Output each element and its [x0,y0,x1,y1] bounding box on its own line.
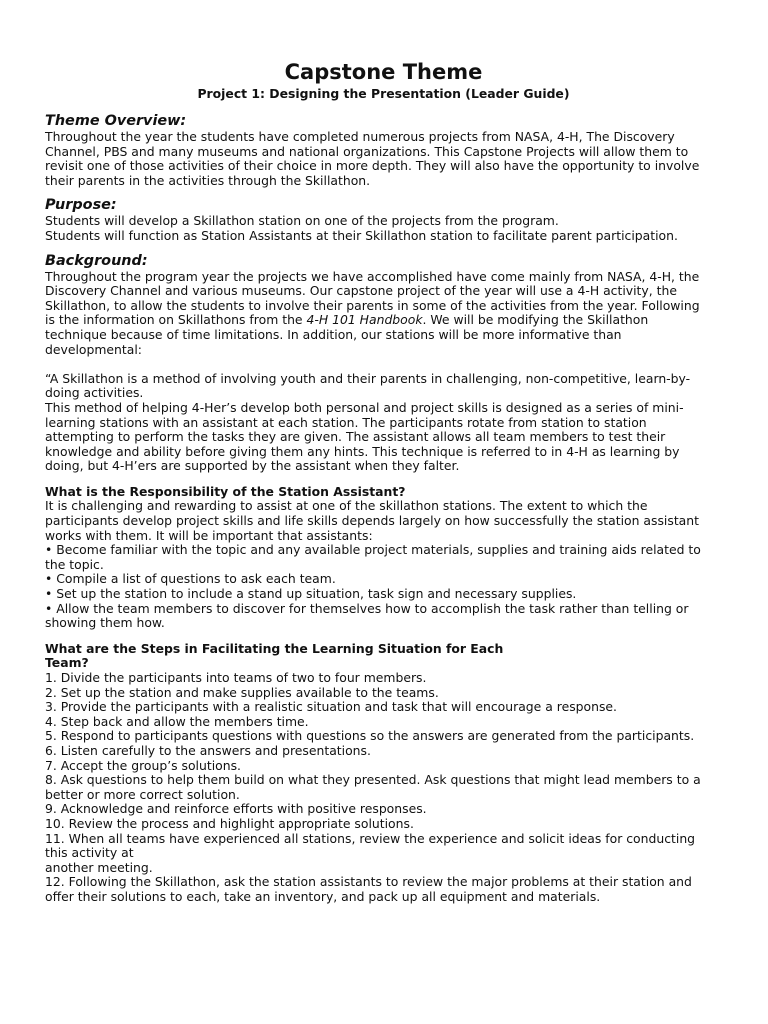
responsibility-line: the topic. [45,556,104,572]
quote-line: doing, but 4-H’ers are supported by the assistant when they falter. [45,458,460,474]
responsibility-line: participants develop project skills and life skills depends largely on how successfully the station assistant [45,513,699,529]
overview-line: Throughout the year the students have completed numerous projects from NASA, 4-H, The Discovery [45,129,675,144]
handbook-line-start: is the information on Skillathons from the [45,312,307,328]
background-line: developmental: [45,341,142,357]
purpose-section [45,196,722,243]
responsibility-heading: What is the Responsibility of the Station Assistant? [45,483,406,499]
step-line: another meeting. [45,859,153,875]
background-heading: Background: [45,252,148,269]
background-section [45,252,722,474]
steps-heading-cont: Team? [45,655,89,671]
step-line: 7. Accept the group’s solutions. [45,757,241,773]
step-line: 11. When all teams have experienced all stations, review the experience and solicit ideas for conducting [45,830,696,846]
quote-line: This method of helping 4-Her’s develop both personal and project skills is designed as a series of mini- [45,399,684,415]
quote-line: “A Skillathon is a method of involving youth and their parents in challenging, non-competitive, learn-by- [45,370,691,386]
responsibility-line: • Allow the team members to discover for themselves how to accomplish the task rather than telling or [45,600,689,616]
responsibility-section [45,485,722,631]
step-line: this activity at [45,845,134,861]
overview-line: their parents in the activities through the Skillathon. [45,172,371,188]
quote-line: learning stations with an assistant at each station. The participants rotate from station to station [45,414,647,430]
page-subtitle: Project 1: Designing the Presentation (Leader Guide) [197,86,570,101]
page-title: Capstone Theme [284,60,483,84]
handbook-line-end: . We will be modifying the Skillathon [422,312,649,328]
responsibility-line: showing them how. [45,615,165,631]
steps-section [45,642,722,905]
background-line: technique because of time limitations. In addition, our stations will be more informative than [45,326,622,342]
step-line: 3. Provide the participants with a realistic situation and task that will encourage a response. [45,699,617,715]
purpose-heading: Purpose: [45,197,117,214]
overview-section [45,112,722,188]
step-line: 5. Respond to participants questions with questions so the answers are generated from the participants. [45,728,695,744]
handbook-title: 4-H 101 Handbook [306,312,423,328]
step-line: 8. Ask questions to help them build on what they presented. Ask questions that might lead members to a [45,772,701,788]
responsibility-line: • Become familiar with the topic and any available project materials, supplies and training aids related to [45,542,701,558]
paragraph-gap [45,357,722,372]
quote-line: knowledge and ability before giving them any hints. This technique is referred to in 4-H as learning by [45,443,680,459]
overview-heading: Theme Overview: [45,113,187,129]
background-line: Throughout the program year the projects we have accomplished have come mainly from NASA, 4-H, the [45,268,700,284]
purpose-line: Students will develop a Skillathon station on one of the projects from the program. [45,213,559,229]
responsibility-line: works with them. It will be important that assistants: [45,527,373,543]
step-line: 4. Step back and allow the members time. [45,713,309,729]
step-line: better or more correct solution. [45,786,240,802]
responsibility-line: It is challenging and rewarding to assist at one of the skillathon stations. The extent to which the [45,498,648,514]
quote-line: doing activities. [45,385,144,401]
purpose-line: Students will function as Station Assistants at their Skillathon station to facilitate parent participation. [45,227,678,243]
step-line: 12. Following the Skillathon, ask the station assistants to review the major problems at their station and [45,874,692,890]
background-line: Discovery Channel and various museums. Our capstone project of the year will use a 4-H activity, the [45,283,677,299]
step-line: 1. Divide the participants into teams of two to four members. [45,670,427,685]
responsibility-line: • Compile a list of questions to ask each team. [45,571,336,587]
responsibility-line: • Set up the station to include a stand up situation, task sign and necessary supplies. [45,586,577,602]
step-line: 6. Listen carefully to the answers and presentations. [45,742,371,758]
overview-line: Channel, PBS and many museums and national organizations. This Capstone Projects will allow them to [45,143,689,159]
overview-line: revisit one of those activities of their choice in more depth. They will also have the opportunity to involve [45,158,700,174]
step-line: offer their solutions to each, take an inventory, and pack up all equipment and materials. [45,888,601,904]
step-line: 10. Review the process and highlight appropriate solutions. [45,815,414,831]
background-line-handbook [45,313,722,328]
step-line: 2. Set up the station and make supplies available to the teams. [45,684,439,700]
step-line: 9. Acknowledge and reinforce efforts with positive responses. [45,801,427,817]
background-line: Skillathon, to allow the students to involve their parents in some of the activities from the year. Following [45,297,700,313]
steps-heading: What are the Steps in Facilitating the Learning Situation for Each [45,640,504,656]
quote-line: attempting to perform the tasks they are given. The assistant allows all team members to test their [45,429,666,445]
